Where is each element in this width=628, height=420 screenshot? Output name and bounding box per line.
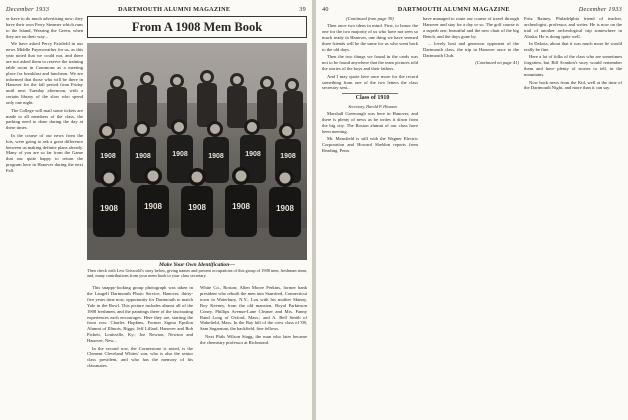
paragraph: Then the two things we found in the cards was not to be found anywhere that the team pictures told the stories of the boys and their fathers.: [322, 54, 418, 72]
article-title: From A 1908 Mem Book: [87, 16, 307, 38]
paragraph: Then once two ideas in mind. First, to honor the one for the two majority of us who have not seen so much ready in Hanover, one thing we have seemed three friends will be the same for us who went back to the old days.: [322, 23, 418, 53]
right-running-header: [322, 4, 622, 14]
paragraph: ... lovely host and generous opponent of the Dartmouth class, the trip in Hanover once to the Dartmouth Club.: [423, 41, 519, 58]
jersey-label: 1908: [135, 153, 151, 160]
left-header-date: December 1933: [6, 5, 50, 13]
jersey-label: 1908: [100, 153, 116, 160]
paragraph: White Co., Boston; Allen Moore Perkins, former bank president who rebuilt the men into Stamford, Connecticut town in Waterbury, N.Y.; Lou with his mother Skinny, Roy Keeney, from the old mansion, Royal Parkinson Coney, Phillips Avenue-Lane Cleaner and Mrs. Fanny Rand Long of Oxford, Mass.; and A. Bell Smith of Wakefield, Mass. In the Bay hill of the crew class of '08, Sam Sugarman, the backfield, fine fellows.: [200, 285, 307, 332]
paragraph: Now back news from the Kid, well at the time of the Dartmouth Night, and more than it can say.: [524, 79, 622, 91]
jersey-label: 1908: [100, 204, 118, 213]
left-header-page: 39: [299, 5, 306, 13]
paragraph: This snappy-looking group photograph was taken in the Laugell Dartmouth Photo Service, Hanover, thirty-five years time now, opportunity for Dartmouth to match Yale in the Bowl. This picture includes almost all of the 1908 freshmen, and the paintings there of the fascinating experiences each encourages. Here they are, starting the front row: Charles Hopkins, Former Sigma Epsilon Alumni of Illinois, Riggs; Jeff Lillard, Hanover and Bob Pickett, Louisville, Ky.; Joe Newton, Newton and Hanover, New...: [87, 285, 193, 344]
left-running-header: [6, 4, 306, 14]
paragraph: In Dakota, about that it was much more he would really be fine.: [524, 41, 622, 53]
jersey-label: 1908: [188, 203, 206, 212]
paragraph: Mr. Mansfield is still with the Wagner Electric Corporation and Howard Sheldon reports from Reading, Penn.: [322, 136, 418, 154]
team-photo: [87, 43, 307, 260]
continued-note: (Continued on page 41): [475, 60, 519, 66]
photo-caption-title: Make Your Own Identification—: [159, 262, 235, 268]
left-column-1: [6, 16, 83, 416]
jersey-label: 1908: [208, 153, 224, 160]
right-column-2: [423, 16, 519, 416]
paragraph: In the second row, the Cornerstone is noted, is the Clement Cleveland Whites' son, who is also the senior class president, and who has the memory of his classmates.: [87, 345, 193, 369]
jersey-label: 1908: [276, 204, 294, 213]
jersey-label: 1908: [245, 151, 261, 158]
right-column-1: [322, 16, 418, 416]
continued-note: (Continued from page 39): [346, 16, 394, 21]
paragraph: In the course of our news from the lots, were going to ask a great difference between us making definite plans already. Many of you are so far from the Game that our quite happy to return the program here in Hanover during the next Fall.: [6, 132, 83, 174]
jersey-label: 1908: [144, 202, 162, 211]
photo-caption-text: Then check with Lew Griswold's story below, giving names and present occupations of this group of 1908 men, freshman team, and, many contributions from your mem book to your class secretary.: [87, 268, 307, 279]
class-heading: Class of 1910: [355, 95, 390, 102]
paragraph: Here a lot of folks of the class who are sometimes forgotten, but Bill Scanlon's story would remember them and have plenty of stories to tell, in the mountains.: [524, 54, 622, 78]
paragraph: Next Phils Wilson Stagg, the man who later became the chemistry professor at Richmond.: [200, 333, 307, 345]
left-page: [0, 0, 312, 420]
jersey-label: 1908: [232, 202, 250, 211]
jersey-label: 1908: [172, 151, 188, 158]
right-page: [316, 0, 628, 420]
left-header-magazine: DARTMOUTH ALUMNI MAGAZINE: [118, 5, 231, 13]
right-column-3: [524, 16, 622, 416]
right-header-magazine: DARTMOUTH ALUMNI MAGAZINE: [397, 5, 510, 13]
paragraph: or have to do much advertising now; they have their own Ferry Steamer which runs to the Island, Wearing the Green, when they are on their way...: [6, 16, 83, 39]
left-column-2: [87, 285, 193, 417]
right-header-date: December 1933: [578, 5, 622, 13]
paragraph: The College will mail some tickets are made to all members of the class, the parking need to done during the day at these times.: [6, 107, 83, 131]
paragraph: Fritz Rainey, Philadelphia friend of teacher, archeologist, professor, and writer. He is now on the trail of another archeological trip somewhere in Alaska. He is doing quite well.: [524, 16, 622, 39]
left-column-3: [200, 285, 307, 417]
paragraph: And I may quote here once more for the record something from one of the two letters the class secretary sent...: [322, 73, 418, 91]
paragraph: have managed to route our course of travel through Hanover and stay for a day or so. The golf course is a superb one, beautiful and the new chair of the big Bench, and the days gone by.: [423, 16, 519, 39]
paragraph: Marshall Greenough was here in Hanover, and there is plenty of news as he writes it down from the big city. The Boston alumni of our class have been meeting.: [322, 111, 418, 134]
class-secretary: Secretary, Harold P. Hinman: [348, 103, 397, 109]
right-header-page: 40: [322, 5, 329, 13]
jersey-label: 1908: [280, 153, 296, 160]
team-photo-image: [87, 43, 307, 260]
section-rule: [342, 93, 398, 94]
paragraph: We have asked Percy Fairfield in our news Middle Fayerweather for us, as this year noted that we could not, and there are not asked them to reserve the training table room in Commons as a meeting place for breakfast and luncheon. We are informed that those who will be there in Hanover for the fall period from Friday until next Tuesday afternoon, with a certain library of the slow who spend only one night.: [6, 41, 83, 106]
